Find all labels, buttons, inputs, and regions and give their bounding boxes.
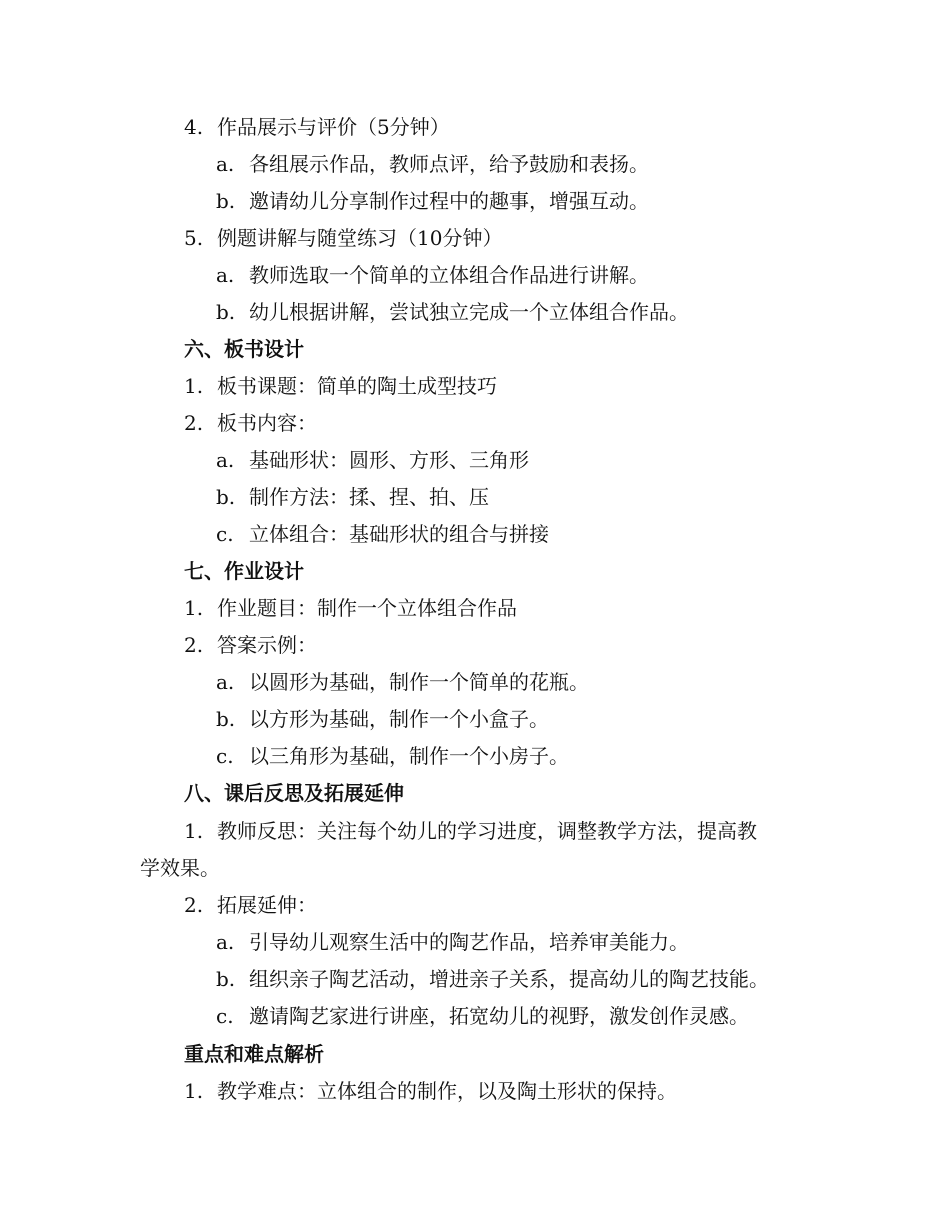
list-number: 2. [184, 633, 204, 657]
sub-list-text: 制作方法：揉、捏、拍、压 [249, 485, 489, 509]
list-text: 答案示例： [217, 633, 317, 657]
sub-list-item [216, 706, 549, 732]
sub-list-marker: a. [216, 263, 235, 287]
list-text: 板书内容： [217, 411, 317, 435]
sub-list-item [216, 484, 489, 510]
list-number: 5. [184, 226, 204, 250]
list-item [184, 632, 317, 658]
list-number: 2. [184, 893, 204, 917]
sub-list-text: 引导幼儿观察生活中的陶艺作品，培养审美能力。 [249, 930, 689, 954]
sub-list-text: 幼儿根据讲解，尝试独立完成一个立体组合作品。 [249, 300, 689, 324]
sub-list-marker: a. [216, 930, 235, 954]
sub-list-item [216, 966, 769, 992]
sub-list-text: 邀请幼儿分享制作过程中的趣事，增强互动。 [249, 189, 649, 213]
list-number: 1. [184, 374, 204, 398]
sub-list-marker: c. [216, 1004, 234, 1028]
sub-list-text: 立体组合：基础形状的组合与拼接 [249, 522, 549, 546]
sub-list-marker: a. [216, 152, 235, 176]
sub-list-marker: b. [216, 300, 236, 324]
list-item [184, 114, 450, 140]
sub-list-text: 以方形为基础，制作一个小盒子。 [249, 707, 549, 731]
list-item [184, 818, 757, 844]
sub-list-item [216, 151, 649, 177]
list-number: 1. [184, 596, 204, 620]
list-text: 例题讲解与随堂练习（10分钟） [217, 226, 503, 250]
section-heading: 八、课后反思及拓展延伸 [184, 781, 404, 805]
sub-list-text: 基础形状：圆形、方形、三角形 [249, 448, 529, 472]
sub-list-item [216, 188, 649, 214]
sub-list-text: 各组展示作品，教师点评，给予鼓励和表扬。 [249, 152, 649, 176]
sub-list-item [216, 262, 649, 288]
sub-list-marker: c. [216, 744, 234, 768]
sub-list-marker: b. [216, 707, 236, 731]
sub-list-text: 以圆形为基础，制作一个简单的花瓶。 [249, 670, 589, 694]
section-heading: 七、作业设计 [184, 559, 304, 583]
sub-list-text: 邀请陶艺家进行讲座，拓宽幼儿的视野，激发创作灵感。 [249, 1004, 749, 1028]
sub-list-item [216, 299, 689, 325]
list-text: 教师反思：关注每个幼儿的学习进度，调整教学方法，提高教 [217, 819, 757, 843]
list-item [184, 225, 502, 251]
list-number: 1. [184, 819, 204, 843]
sub-list-marker: a. [216, 670, 235, 694]
sub-list-marker: b. [216, 189, 236, 213]
sub-list-item [216, 521, 549, 547]
list-number: 1. [184, 1079, 204, 1103]
sub-list-text: 组织亲子陶艺活动，增进亲子关系，提高幼儿的陶艺技能。 [249, 967, 769, 991]
list-item [184, 595, 517, 621]
sub-list-marker: c. [216, 522, 234, 546]
sub-list-item [216, 1003, 749, 1029]
list-text: 板书课题：简单的陶土成型技巧 [217, 374, 497, 398]
sub-list-item [216, 743, 569, 769]
sub-list-text: 以三角形为基础，制作一个小房子。 [249, 744, 569, 768]
list-item [184, 373, 497, 399]
list-number: 4. [184, 115, 204, 139]
sub-list-marker: b. [216, 967, 236, 991]
list-text: 作品展示与评价（5分钟） [217, 115, 450, 139]
list-number: 2. [184, 411, 204, 435]
sub-list-item [216, 447, 529, 473]
sub-list-marker: b. [216, 485, 236, 509]
list-item-continuation: 学效果。 [140, 856, 220, 880]
list-item [184, 892, 317, 918]
sub-list-marker: a. [216, 448, 235, 472]
section-heading: 重点和难点解析 [184, 1042, 324, 1066]
section-heading: 六、板书设计 [184, 337, 304, 361]
list-text: 教学难点：立体组合的制作，以及陶土形状的保持。 [217, 1079, 677, 1103]
list-text: 拓展延伸： [217, 893, 317, 917]
list-item [184, 410, 317, 436]
sub-list-item [216, 929, 689, 955]
list-item [184, 1078, 677, 1104]
sub-list-item [216, 669, 589, 695]
list-text: 作业题目：制作一个立体组合作品 [217, 596, 517, 620]
sub-list-text: 教师选取一个简单的立体组合作品进行讲解。 [249, 263, 649, 287]
